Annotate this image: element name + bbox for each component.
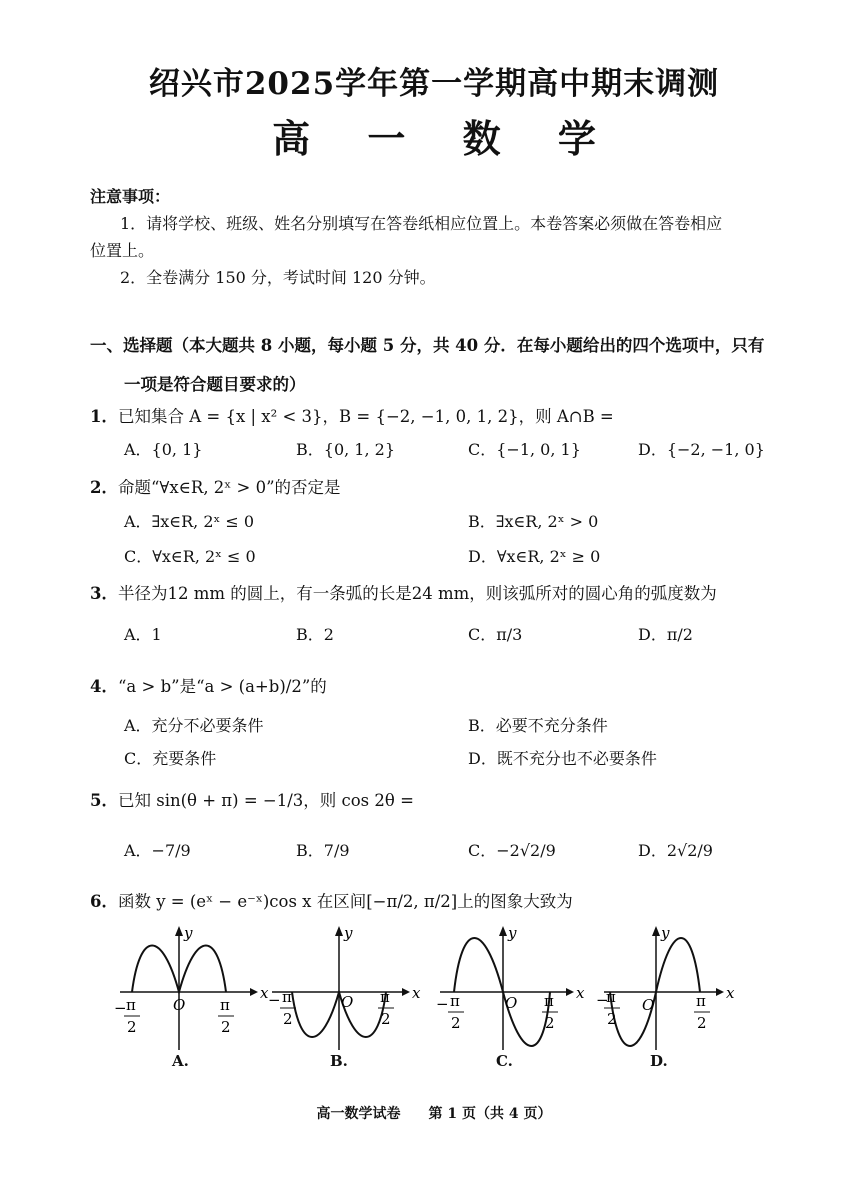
x-label: x xyxy=(260,984,269,1002)
graph-option-d xyxy=(596,922,774,1072)
q4-option-b: B．必要不充分条件 xyxy=(468,716,608,735)
y-label: y xyxy=(508,924,517,942)
y-label: y xyxy=(184,924,193,942)
q4-option-a: A．充分不必要条件 xyxy=(124,716,264,735)
origin-label: O xyxy=(341,993,354,1011)
graph-option-a xyxy=(112,922,282,1072)
two-label: 2 xyxy=(607,1010,617,1028)
y-axis-arrow xyxy=(499,926,507,936)
pi-label: π xyxy=(606,988,616,1006)
minus-label: − xyxy=(268,991,281,1009)
two-label: 2 xyxy=(221,1018,231,1036)
two-label: 2 xyxy=(127,1018,137,1036)
graph-c-label: C. xyxy=(496,1052,513,1070)
x-axis-arrow xyxy=(402,988,410,996)
y-axis-arrow xyxy=(175,926,183,936)
y-axis-arrow xyxy=(652,926,660,936)
q2-option-a: A．∃x∈R, 2ˣ ≤ 0 xyxy=(124,512,255,531)
question-2 xyxy=(90,474,341,498)
y-axis-arrow xyxy=(335,926,343,936)
question-stem: “a > b”是“a > (a+b)/2”的 xyxy=(117,677,327,696)
question-stem: 命题“∀x∈R, 2ˣ > 0”的否定是 xyxy=(117,478,341,497)
page-footer: 高一数学试卷 第 1 页（共 4 页） xyxy=(316,1106,552,1122)
question-4 xyxy=(90,673,327,697)
section-heading: 一、选择题（本大题共 8 小题，每小题 5 分，共 40 分．在每小题给出的四个选项中，只有 xyxy=(90,336,765,355)
q3-option-d: D．π/2 xyxy=(638,625,693,644)
question-1 xyxy=(90,403,614,427)
origin-label: O xyxy=(505,994,518,1012)
x-axis-arrow xyxy=(566,988,574,996)
graph-option-b xyxy=(268,922,442,1072)
minus-label: − xyxy=(436,995,449,1013)
question-5 xyxy=(90,787,414,811)
question-number: 1． xyxy=(90,407,118,426)
q2-option-b: B．∃x∈R, 2ˣ > 0 xyxy=(468,512,599,531)
question-number: 2． xyxy=(90,478,118,497)
pi-label: π xyxy=(126,996,136,1014)
two-label: 2 xyxy=(283,1010,293,1028)
q4-option-d: D．既不充分也不必要条件 xyxy=(468,749,657,768)
question-3 xyxy=(90,580,717,604)
y-label: y xyxy=(661,924,670,942)
graph-a-label: A. xyxy=(172,1052,189,1070)
note-item-1: 1．请将学校、班级、姓名分别填写在答卷纸相应位置上。本卷答案必须做在答卷相应 xyxy=(120,214,723,233)
question-number: 3． xyxy=(90,584,118,603)
q1-option-b: B．{0, 1, 2} xyxy=(296,440,396,459)
x-axis-arrow xyxy=(250,988,258,996)
q2-option-c: C．∀x∈R, 2ˣ ≤ 0 xyxy=(124,547,256,566)
x-label: x xyxy=(576,984,585,1002)
q1-option-d: D．{−2, −1, 0} xyxy=(638,440,765,459)
q3-option-c: C．π/3 xyxy=(468,625,523,644)
minus-label: − xyxy=(596,991,609,1009)
question-number: 5． xyxy=(90,791,118,810)
exam-subject: 高 一 数 学 xyxy=(272,116,618,161)
question-stem: 已知 sin(θ + π) = −1/3，则 cos 2θ = xyxy=(117,791,414,810)
pi-label: π xyxy=(450,992,460,1010)
graph-d-plot xyxy=(596,922,774,1052)
two-label: 2 xyxy=(697,1014,707,1032)
y-label: y xyxy=(344,924,353,942)
question-number: 6． xyxy=(90,892,118,911)
graph-b-plot xyxy=(268,922,442,1052)
x-axis-arrow xyxy=(716,988,724,996)
two-label: 2 xyxy=(451,1014,461,1032)
q1-option-c: C．{−1, 0, 1} xyxy=(468,440,581,459)
pi-label: π xyxy=(282,988,292,1006)
q3-option-a: A．1 xyxy=(124,625,162,644)
section-heading-cont: 一项是符合题目要求的） xyxy=(124,375,306,394)
question-6 xyxy=(90,888,573,912)
origin-label: O xyxy=(173,996,186,1014)
q4-option-c: C．充要条件 xyxy=(124,749,217,768)
pi-label: π xyxy=(220,996,230,1014)
pi-label: π xyxy=(544,992,554,1010)
q1-option-a: A．{0, 1} xyxy=(124,440,203,459)
x-label: x xyxy=(726,984,735,1002)
notes-heading: 注意事项： xyxy=(90,187,171,206)
q5-option-c: C．−2√2/9 xyxy=(468,841,556,860)
graph-a-plot xyxy=(112,922,282,1052)
pi-label: π xyxy=(696,992,706,1010)
question-stem: 函数 y = (eˣ − e⁻ˣ)cos x 在区间[−π/2, π/2]上的图象大致为 xyxy=(117,892,573,911)
q5-option-d: D．2√2/9 xyxy=(638,841,713,860)
x-label: x xyxy=(412,984,421,1002)
q2-option-d: D．∀x∈R, 2ˣ ≥ 0 xyxy=(468,547,601,566)
q5-option-a: A．−7/9 xyxy=(124,841,191,860)
q3-option-b: B．2 xyxy=(296,625,334,644)
question-number: 4． xyxy=(90,677,118,696)
q5-option-b: B．7/9 xyxy=(296,841,350,860)
two-label: 2 xyxy=(381,1010,391,1028)
graph-c-plot xyxy=(436,922,610,1052)
note-item-1-cont: 位置上。 xyxy=(90,241,155,260)
note-item-2: 2．全卷满分 150 分，考试时间 120 分钟。 xyxy=(120,268,436,287)
minus-label: − xyxy=(114,999,127,1017)
graph-option-c xyxy=(436,922,610,1072)
question-stem: 已知集合 A = {x | x² < 3}，B = {−2, −1, 0, 1, 2}，则 A∩B = xyxy=(117,407,614,426)
pi-label: π xyxy=(380,988,390,1006)
origin-label: O xyxy=(642,996,655,1014)
two-label: 2 xyxy=(545,1014,555,1032)
graph-b-label: B. xyxy=(330,1052,348,1070)
exam-title: 绍兴市2025学年第一学期高中期末调测 xyxy=(148,66,720,102)
graph-d-label: D. xyxy=(650,1052,668,1070)
question-stem: 半径为12 mm 的圆上，有一条弧的长是24 mm，则该弧所对的圆心角的弧度数为 xyxy=(117,584,717,603)
